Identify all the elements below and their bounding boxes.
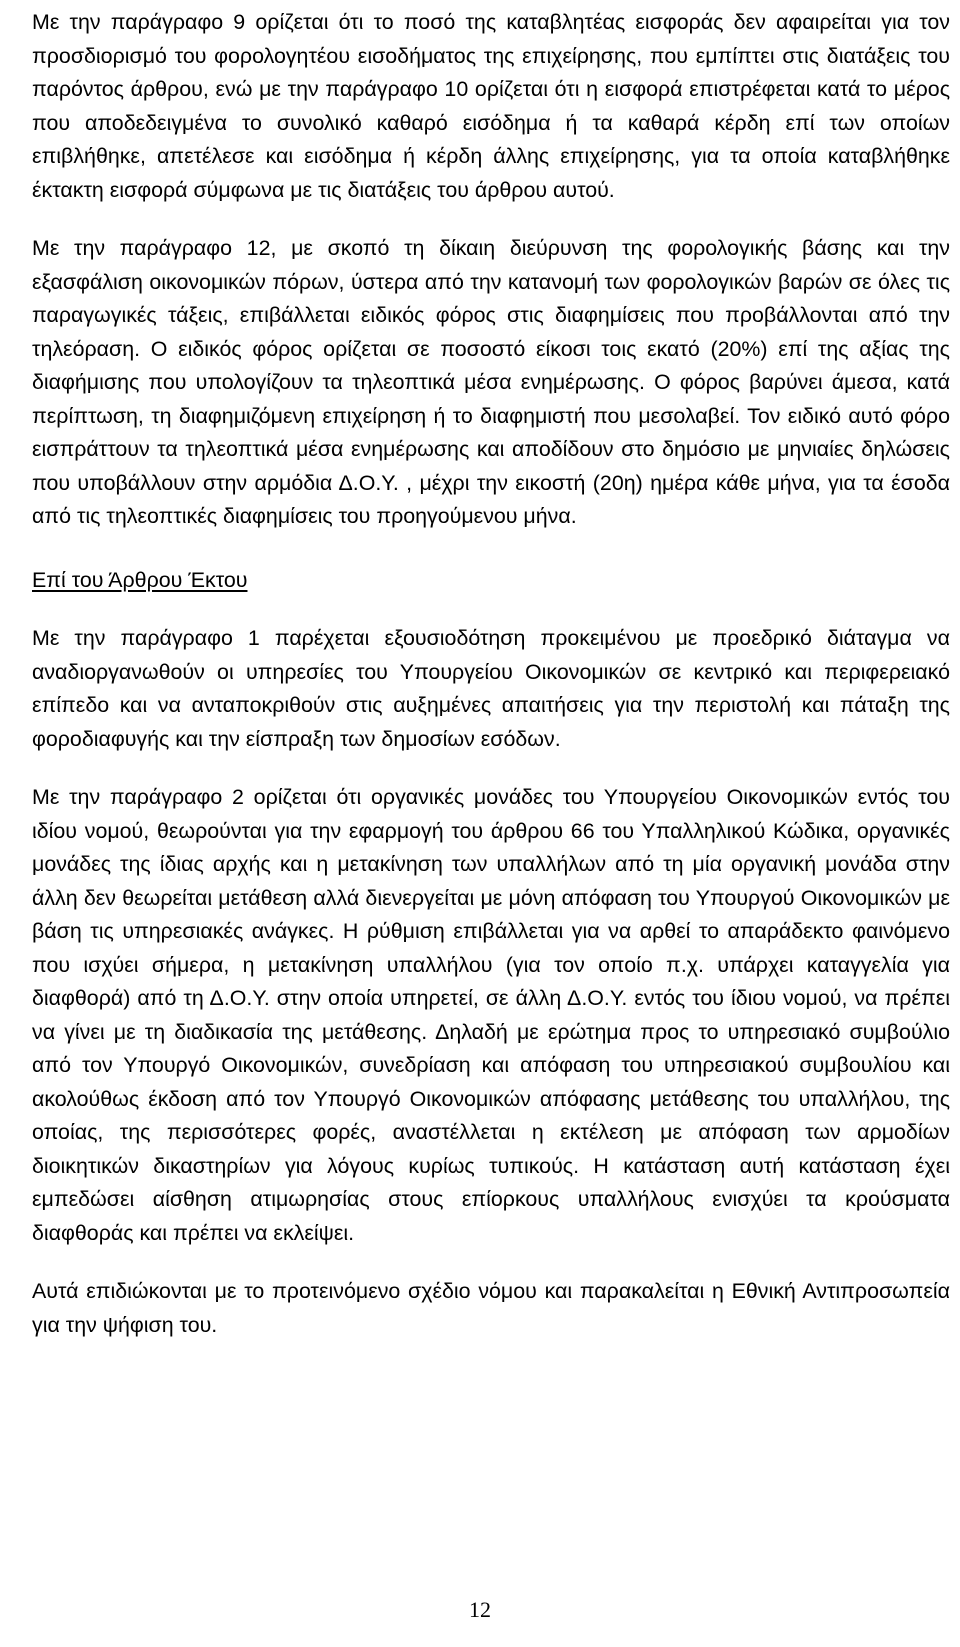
document-page xyxy=(32,6,950,1342)
paragraph-3: Με την παράγραφο 1 παρέχεται εξουσιοδότηση προκειμένου με προεδρικό διάταγμα να αναδιοργανωθούν οι υπηρεσίες του Υπουργείου Οικονομικών σε κεντρικό και περιφερειακό επίπεδο και να ανταποκριθούν στις αυξημένες απαιτήσεις για την περιστολή και πάταξη της φοροδιαφυγής και την είσπραξη των δημοσίων εσόδων. xyxy=(32,626,950,751)
paragraph-2: Με την παράγραφο 12, με σκοπό τη δίκαιη διεύρυνση της φορολογικής βάσης και την εξασφάλιση οικονομικών πόρων, ύστερα από την κατανομή των φορολογικών βαρών σε όλες τις παραγωγικές τάξεις, επιβάλλεται ειδικός φόρος στις διαφημίσεις που προβάλλονται από την τηλεόραση. Ο ειδικός φόρος ορίζεται σε ποσοστό είκοσι τοις εκατό (20%) επί της αξίας της διαφήμισης που υπολογίζουν τα τηλεοπτικά μέσα ενημέρωσης. Ο φόρος βαρύνει άμεσα, κατά περίπτωση, τη διαφημιζόμενη επιχείρηση ή το διαφημιστή που μεσολαβεί. Τον ειδικό αυτό φόρο εισπράττουν τα τηλεοπτικά μέσα ενημέρωσης και αποδίδουν στο δημόσιο με μηνιαίες δηλώσεις που υποβάλλουν στην αρμόδια Δ.Ο.Υ. , μέχρι την εικοστή (20η) ημέρα κάθε μήνα, για τα έσοδα από τις τηλεοπτικές διαφημίσεις του προηγούμενου μήνα. xyxy=(32,236,950,528)
page-number: 12 xyxy=(469,1597,491,1622)
section-heading: Επί του Άρθρου Έκτου xyxy=(32,567,248,592)
paragraph-5: Αυτά επιδιώκονται με το προτεινόμενο σχέδιο νόμου και παρακαλείται η Εθνική Αντιπροσωπεία για την ψήφιση του. xyxy=(32,1279,950,1337)
paragraph-1: Με την παράγραφο 9 ορίζεται ότι το ποσό της καταβλητέας εισφοράς δεν αφαιρείται για τον προσδιορισμό του φορολογητέου εισοδήματος της επιχείρησης, που εμπίπτει στις διατάξεις του παρόντος άρθρου, ενώ με την παράγραφο 10 ορίζεται ότι η εισφορά επιστρέφεται κατά το μέρος που αποδεδειγμένα το συνολικό καθαρό εισόδημα ή τα καθαρά κέρδη επί των οποίων επιβλήθηκε, απετέλεσε και εισόδημα ή κέρδη άλλης επιχείρησης, για τα οποία καταβλήθηκε έκτακτη εισφορά σύμφωνα με τις διατάξεις του άρθρου αυτού. xyxy=(32,10,950,202)
paragraph-4: Με την παράγραφο 2 ορίζεται ότι οργανικές μονάδες του Υπουργείου Οικονομικών εντός του ιδίου νομού, θεωρούνται για την εφαρμογή του άρθρου 66 του Υπαλληλικού Κώδικα, οργανικές μονάδες της ίδιας αρχής και η μετακίνηση των υπαλλήλων από τη μία οργανική μονάδα στην άλλη δεν θεωρείται μετάθεση αλλά διενεργείται με μόνη απόφαση του Υπουργού Οικονομικών με βάση τις υπηρεσιακές ανάγκες. Η ρύθμιση επιβάλλεται για να αρθεί το απαράδεκτο φαινόμενο που ισχύει σήμερα, η μετακίνηση υπαλλήλου (για τον οποίο π.χ. υπάρχει καταγγελία για διαφθορά) από τη Δ.Ο.Υ. στην οποία υπηρετεί, σε άλλη Δ.Ο.Υ. εντός του ίδιου νομού, να πρέπει να γίνει με τη διαδικασία της μετάθεσης. Δηλαδή με ερώτημα προς το υπηρεσιακό συμβούλιο από τον Υπουργό Οικονομικών, συνεδρίαση και απόφαση του υπηρεσιακού συμβουλίου και ακολούθως έκδοση από τον Υπουργό Οικονομικών απόφασης μετάθεσης του υπαλλήλου, της οποίας, της περισσότερες φορές, αναστέλλεται η εκτέλεση με απόφαση των αρμοδίων διοικητικών δικαστηρίων για λόγους κυρίως τυπικούς. Η κατάσταση αυτή κατάσταση έχει εμπεδώσει αίσθηση ατιμωρησίας στους επίορκους υπαλλήλους ενισχύει τα κρούσματα διαφθοράς και πρέπει να εκλείψει. xyxy=(32,785,950,1245)
